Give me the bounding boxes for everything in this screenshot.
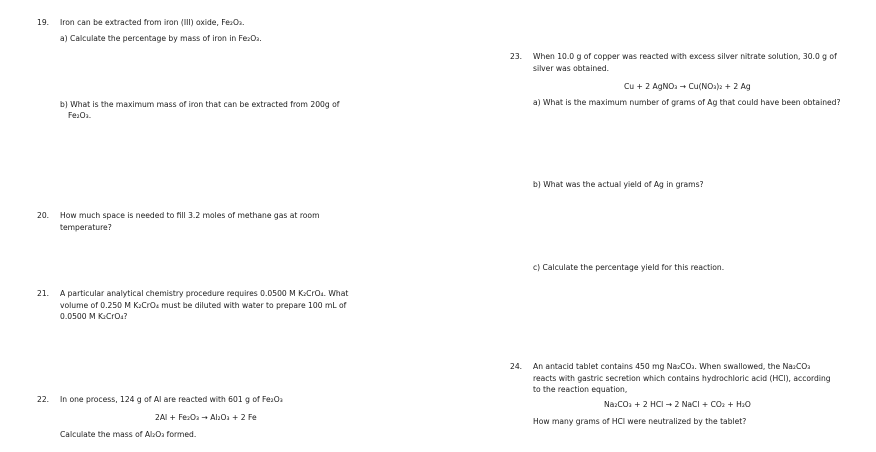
question-number: 21. xyxy=(37,289,50,298)
question-line: to the reaction equation, xyxy=(533,385,628,394)
question-text xyxy=(533,51,837,74)
question-line: silver was obtained. xyxy=(533,63,610,73)
part-b: b) What was the actual yield of Ag in grams? xyxy=(533,180,704,189)
question-22 xyxy=(37,394,437,444)
question-line: When 10.0 g of copper was reacted with excess silver nitrate solution, 30.0 g of xyxy=(533,52,837,61)
question-line: temperature? xyxy=(60,222,112,232)
question-23 xyxy=(510,51,870,281)
chemical-equation: 2Al + Fe₂O₃ → Al₂O₃ + 2 Fe xyxy=(155,413,257,422)
question-line: volume of 0.250 M K₂CrO₄ must be diluted with water to prepare 100 mL of xyxy=(60,300,347,310)
question-number: 20. xyxy=(37,211,50,220)
question-line: 0.0500 M K₂CrO₄? xyxy=(60,312,128,321)
part-a: a) What is the maximum number of grams of Ag that could have been obtained? xyxy=(533,98,841,107)
chemical-equation: Cu + 2 AgNO₃ → Cu(NO₃)₂ + 2 Ag xyxy=(624,82,751,91)
question-text xyxy=(60,210,319,233)
part-a: a) Calculate the percentage by mass of iron in Fe₂O₃. xyxy=(60,34,262,43)
question-21 xyxy=(37,288,437,328)
question-20 xyxy=(37,210,437,240)
question-text xyxy=(60,288,348,323)
question-number: 23. xyxy=(510,52,523,61)
question-text: In one process, 124 g of Al are reacted with 601 g of Fe₂O₃ xyxy=(60,395,283,404)
question-line: reacts with gastric secretion which contains hydrochloric acid (HCl), according xyxy=(533,373,831,383)
part-b-line-1: b) What is the maximum mass of iron that can be extracted from 200g of xyxy=(60,100,340,109)
question-line: An antacid tablet contains 450 mg Na₂CO₃. When swallowed, the Na₂CO₃ xyxy=(533,362,811,371)
question-line: How much space is needed to fill 3.2 moles of methane gas at room xyxy=(60,211,320,220)
question-text: Iron can be extracted from iron (III) oxide, Fe₂O₃. xyxy=(60,18,245,27)
question-19 xyxy=(37,17,437,127)
question-line: A particular analytical chemistry procedure requires 0.0500 M K₂CrO₄. What xyxy=(60,289,349,298)
question-text xyxy=(533,361,831,396)
question-followup: How many grams of HCl were neutralized by the tablet? xyxy=(533,417,747,426)
question-24 xyxy=(510,361,870,441)
question-number: 22. xyxy=(37,395,50,404)
part-b-line-2: Fe₂O₃. xyxy=(68,111,92,120)
part-c: c) Calculate the percentage yield for this reaction. xyxy=(533,263,725,272)
question-followup: Calculate the mass of Al₂O₃ formed. xyxy=(60,430,197,439)
question-number: 24. xyxy=(510,362,523,371)
chemical-equation: Na₂CO₃ + 2 HCl → 2 NaCl + CO₂ + H₂O xyxy=(604,400,751,409)
question-number: 19. xyxy=(37,18,50,27)
